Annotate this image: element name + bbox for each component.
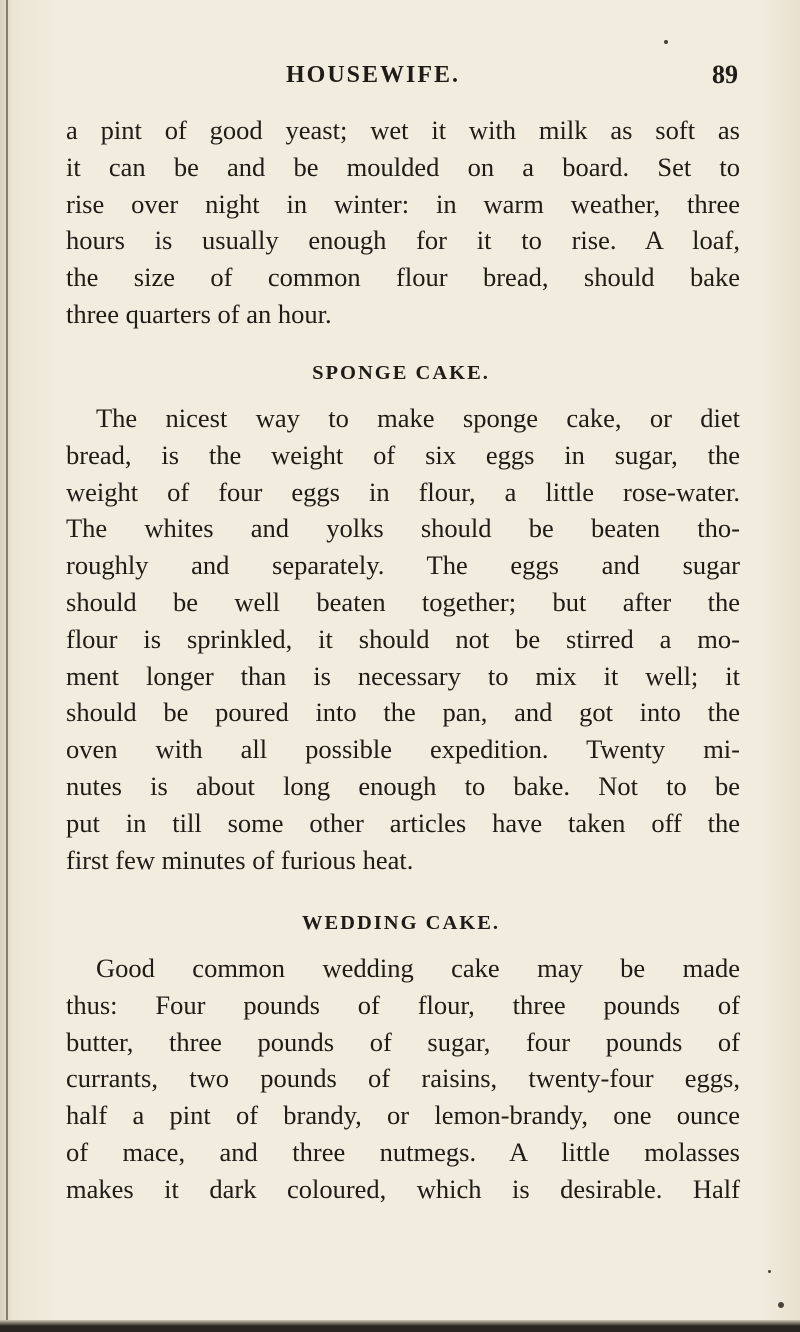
text-line: the size of common flour bread, should bake bbox=[66, 262, 740, 293]
text-line: of mace, and three nutmegs. A little molasses bbox=[66, 1136, 740, 1167]
page-header bbox=[64, 62, 738, 102]
gutter-shadow bbox=[6, 0, 8, 1332]
text-line: a pint of good yeast; wet it with milk as soft as bbox=[66, 115, 740, 145]
text-line: ment longer than is necessary to mix it well; it bbox=[66, 660, 740, 691]
text-line: nutes is about long enough to bake. Not to be bbox=[66, 770, 740, 801]
top-paragraph bbox=[66, 112, 740, 333]
page-bottom-edge bbox=[0, 1320, 800, 1332]
text-line: The nicest way to make sponge cake, or diet bbox=[96, 403, 740, 433]
ink-speck bbox=[778, 1302, 784, 1308]
text-line: should be poured into the pan, and got into the bbox=[66, 697, 740, 728]
text-line: butter, three pounds of sugar, four pounds of bbox=[66, 1026, 740, 1057]
text-line: first few minutes of furious heat. bbox=[66, 844, 414, 875]
sponge-cake-heading: SPONGE CAKE. bbox=[312, 362, 490, 384]
text-line: Good common wedding cake may be made bbox=[96, 953, 740, 983]
ink-speck bbox=[768, 1270, 771, 1273]
text-line: should be well beaten together; but after the bbox=[66, 586, 740, 617]
running-head: HOUSEWIFE. bbox=[286, 62, 461, 88]
text-line: hours is usually enough for it to rise. A loaf, bbox=[66, 225, 740, 256]
text-line: rise over night in winter: in warm weather, three bbox=[66, 188, 740, 219]
text-line: weight of four eggs in flour, a little rose-water. bbox=[66, 476, 740, 507]
text-line: oven with all possible expedition. Twenty mi- bbox=[66, 734, 740, 765]
ink-speck bbox=[664, 40, 668, 44]
text-line: roughly and separately. The eggs and sugar bbox=[66, 550, 740, 581]
page-number: 89 bbox=[712, 60, 738, 89]
wedding-cake-paragraph bbox=[66, 950, 740, 1208]
text-line: it can be and be moulded on a board. Set to bbox=[66, 151, 740, 182]
text-line: three quarters of an hour. bbox=[66, 298, 332, 329]
text-line: The whites and yolks should be beaten tho- bbox=[66, 513, 740, 544]
text-line: half a pint of brandy, or lemon-brandy, one ounce bbox=[66, 1100, 740, 1131]
text-line: flour is sprinkled, it should not be stirred a mo- bbox=[66, 623, 740, 654]
sponge-cake-paragraph bbox=[66, 400, 740, 878]
wedding-cake-heading: WEDDING CAKE. bbox=[302, 912, 500, 934]
text-line: bread, is the weight of six eggs in sugar, the bbox=[66, 439, 740, 470]
text-line: put in till some other articles have taken off the bbox=[66, 807, 740, 838]
text-line: currants, two pounds of raisins, twenty-four eggs, bbox=[66, 1063, 740, 1094]
text-line: makes it dark coloured, which is desirable. Half bbox=[66, 1173, 740, 1204]
text-line: thus: Four pounds of flour, three pounds of bbox=[66, 989, 740, 1020]
